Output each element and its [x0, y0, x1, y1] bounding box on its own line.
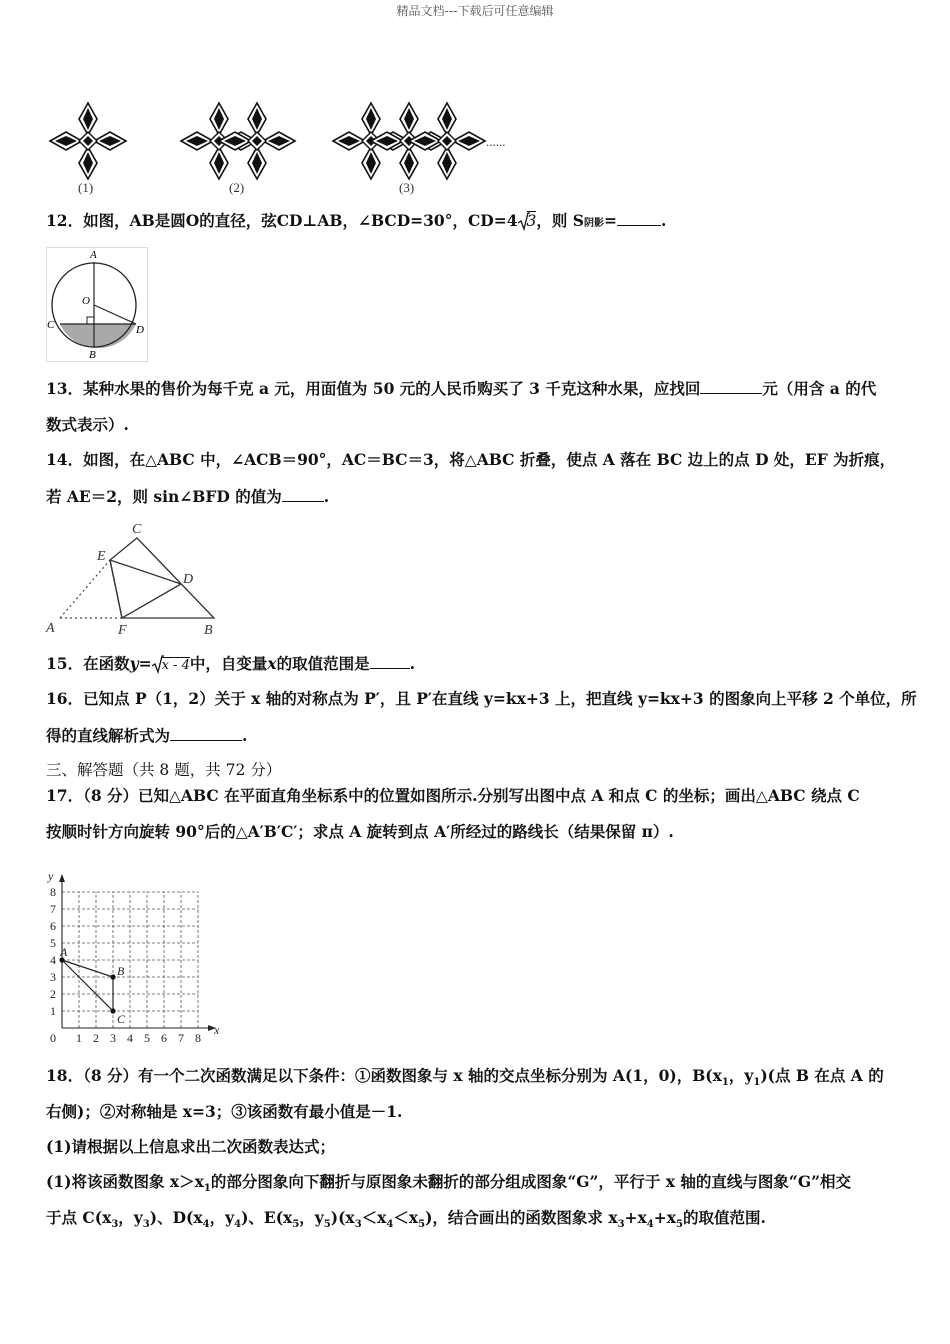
- question-18-part-2-line-2: 于点 $C(x_3$，$y_3$)、$D(x_4$，$y_4$)、$E(x_5$，$y_5)(x_3<x_4<x_5)$，结合画出的函数图象求 $x_3+x_4+x_5$的取值范围.: [46, 1208, 766, 1231]
- answer-blank: [170, 726, 242, 741]
- question-15: 15．在函数y= x - 4中，自变量x的取值范围是 .: [46, 653, 415, 677]
- y-tick-label: 6: [50, 919, 56, 933]
- pattern-label-3: (3): [399, 180, 415, 195]
- y-tick-label: 7: [50, 902, 56, 916]
- label-b: B: [204, 623, 213, 638]
- y-axis-arrow: [59, 874, 65, 882]
- x-axis-label: x: [214, 1023, 220, 1037]
- pattern-label-2: (2): [229, 180, 245, 195]
- label-f: F: [118, 623, 127, 638]
- label-d: D: [183, 572, 194, 587]
- label-a: A: [90, 249, 97, 261]
- label-c: C: [117, 1012, 126, 1026]
- question-17: 17．（8 分）已知△ABC 在平面直角坐标系中的位置如图所示.分别写出图中点 A 和点 C 的坐标；画出△ABC 绕点 C: [46, 786, 860, 805]
- x-tick-label: 4: [127, 1031, 133, 1044]
- triangle-fold-figure: [42, 518, 222, 638]
- label-e: E: [97, 549, 106, 564]
- answer-blank: [282, 487, 324, 502]
- question-14-line-2: 若 AE＝2，则 sin∠BFD 的值为 .: [46, 487, 330, 506]
- label-c: C: [47, 319, 55, 331]
- x-tick-label: 2: [93, 1031, 99, 1044]
- question-18-part-1: (1)请根据以上信息求出二次函数表达式；: [46, 1137, 335, 1156]
- x-tick-label: 7: [178, 1031, 184, 1044]
- question-number: 12．: [46, 211, 84, 230]
- x-tick-label: 5: [144, 1031, 150, 1044]
- y-tick-label: 1: [50, 1004, 56, 1018]
- x-tick-label: 3: [110, 1031, 116, 1044]
- question-13-line-2: 数式表示）.: [46, 415, 129, 434]
- label-b: B: [89, 349, 96, 361]
- origin-label: 0: [50, 1031, 56, 1044]
- x-tick-label: 6: [161, 1031, 167, 1044]
- y-tick-label: 8: [50, 885, 56, 899]
- question-12: 12．如图，AB是圆O的直径，弦CD⊥AB，∠BCD=30°，CD=4 3，则 S阴影= .: [46, 211, 667, 230]
- point-b: [110, 974, 115, 979]
- question-14: 14．如图，在△ABC 中，∠ACB＝90°，AC＝BC＝3，将△ABC 折叠，使点 A 落在 BC 边上的点 D 处，EF 为折痕，: [46, 450, 896, 469]
- y-axis-label: y: [48, 869, 54, 883]
- question-17-line-2: 按顺时针方向旋转 90°后的△A′B′C′；求点 A 旋转到点 A′所经过的路线长（结果保留 π）.: [46, 822, 674, 841]
- circle-figure: [46, 247, 148, 362]
- x-tick-label: 1: [76, 1031, 82, 1044]
- pattern-ellipsis: ......: [486, 134, 506, 149]
- diamond-pattern-figure: [46, 98, 526, 198]
- y-tick-label: 5: [50, 936, 56, 950]
- label-c: C: [132, 522, 142, 537]
- y-tick-label: 4: [50, 953, 56, 967]
- label-o: O: [82, 295, 90, 307]
- coordinate-grid-figure: [44, 864, 234, 1044]
- answer-blank: [700, 379, 762, 394]
- y-tick-label: 3: [50, 970, 56, 984]
- page-header: 精品文档---下载后可任意编辑: [396, 4, 554, 18]
- x-tick-label: 8: [195, 1031, 201, 1044]
- answer-blank: [370, 654, 410, 669]
- sqrt-3: 3: [518, 210, 537, 232]
- point-c: [110, 1008, 115, 1013]
- question-18-line-2: 右侧)；②对称轴是 x=3；③该函数有最小值是－1.: [46, 1102, 403, 1121]
- question-18: 18．（8 分）有一个二次函数满足以下条件：①函数图象与 x 轴的交点坐标分别为 A(1，0)，$B(x_1$，$y_1$)(点 B 在点 A 的: [46, 1066, 884, 1089]
- triangle-abc: [62, 960, 113, 1011]
- question-18-part-2: (1)将该函数图象 $x>x_1$的部分图象向下翻折与原图象未翻折的部分组成图象“G”，平行于 x 轴的直线与图象“G”相交: [46, 1172, 851, 1195]
- question-13: 13．某种水果的售价为每千克 a 元，用面值为 50 元的人民币购买了 3 千克这种水果，应找回 元（用含 a 的代: [46, 379, 877, 398]
- label-a: A: [60, 945, 68, 959]
- label-d: D: [136, 324, 144, 336]
- question-text: 如图，AB是圆O的直径，弦CD⊥AB，∠BCD=30°，CD=4: [83, 211, 518, 230]
- y-tick-label: 2: [50, 987, 56, 1001]
- question-16-line-2: 得的直线解析式为 .: [46, 726, 248, 745]
- sqrt-expression: x - 4: [152, 653, 190, 677]
- question-16: 16．已知点 P（1，2）关于 x 轴的对称点为 P′，且 P′在直线 y=kx+3 上，把直线 y=kx+3 的图象向上平移 2 个单位，所: [46, 689, 917, 708]
- section-heading: 三、解答题（共 8 题，共 72 分）: [46, 761, 282, 779]
- pattern-label-1: (1): [78, 180, 94, 195]
- label-b: B: [117, 964, 125, 978]
- answer-blank: [617, 211, 661, 226]
- label-a: A: [46, 621, 55, 636]
